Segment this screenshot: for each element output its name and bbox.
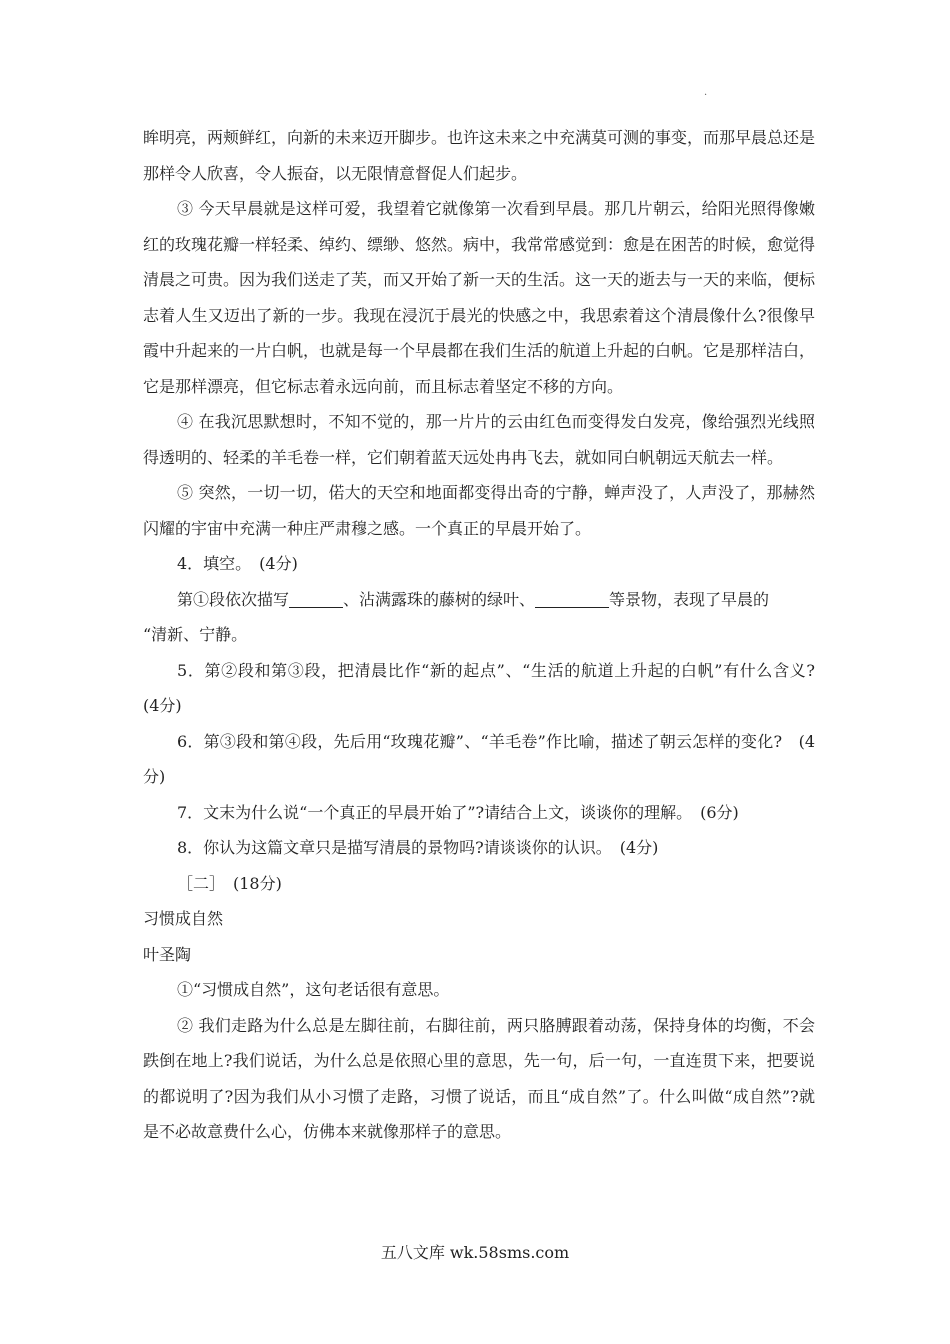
question-4-text-a: 第①段依次描写: [177, 589, 290, 609]
question-4-text-c: 等景物，表现了早晨的: [609, 589, 770, 609]
question-7: 7．文末为什么说“一个真正的早晨开始了”?请结合上文，谈谈你的理解。 (6分): [177, 802, 739, 822]
question-5: 5．第②段和第③段，把清晨比作“新的起点”、“生活的航道上升起的白帆”有什么含义? (4分): [143, 660, 832, 715]
page-content: [143, 120, 832, 1150]
paragraph-5: ⑤ 突然，一切一切，偌大的天空和地面都变得出奇的宁静，蝉声没了，人声没了，那赫然闪耀的宇宙中充满一种庄严肃穆之感。一个真正的早晨开始了。: [143, 483, 815, 538]
section-2-heading: ［二］ (18分): [177, 873, 282, 893]
question-4-title: 4．填空。 (4分): [177, 554, 298, 573]
paragraph-3: ③ 今天早晨就是这样可爱，我望着它就像第一次看到早晨。那几片朝云，给阳光照得像嫩红的玫瑰花瓣一样轻柔、绰约、缥缈、悠然。病中，我常常感觉到：愈是在困苦的时候，愈觉得清晨之可贵。因为我们送走了芙，而又开始了新一天的生活。这一天的逝去与一天的来临，便标志着人生又迈出了新的一步。我现在浸沉于晨光的快感之中，我思索着这个清晨像什么?很像早霞中升起来的一片白帆，也就是每一个早晨都在我们生活的航道上升起的白帆。它是那样洁白，它是那样漂亮，但它标志着永远向前，而且标志着坚定不移的方向。: [143, 199, 816, 396]
article-paragraph-1: ①“习惯成自然”，这句老话很有意思。: [177, 980, 450, 999]
question-4-continued: “清新、宁静。: [143, 625, 248, 644]
article-title: 习惯成自然: [143, 909, 224, 928]
article-author: 叶圣陶: [143, 944, 192, 964]
question-4-text-b: 、沾满露珠的藤树的绿叶、: [343, 589, 536, 609]
question-6: 6．第③段和第④段，先后用“玫瑰花瓣”、“羊毛卷”作比喻，描述了朝云怎样的变化? (4分): [143, 731, 815, 786]
fill-blank-2[interactable]: [535, 591, 609, 608]
fill-blank-1[interactable]: [289, 591, 343, 608]
question-4-body: [143, 582, 815, 618]
question-8: 8．你认为这篇文章只是描写清晨的景物吗?请谈谈你的认识。 (4分): [177, 838, 659, 857]
paragraph-continued: 眸明亮，两颊鲜红，向新的未来迈开脚步。也许这未来之中充满莫可测的事变，而那早晨总还是那样令人欣喜，令人振奋，以无限情意督促人们起步。: [143, 128, 816, 183]
footer-watermark: 五八文库 wk.58sms.com: [380, 1243, 570, 1262]
article-paragraph-2: ② 我们走路为什么总是左脚往前，右脚往前，两只胳膊跟着动荡，保持身体的均衡，不会跌倒在地上?我们说话，为什么总是依照心里的意思，先一句，后一句，一直连贯下来，把要说的都说明了?因为我们从小习惯了走路，习惯了说话，而且“成自然”了。什么叫做“成自然”?就是不必故意费什么心，仿佛本来就像那样子的意思。: [143, 1015, 815, 1141]
top-mark: ·: [704, 90, 708, 101]
paragraph-4: ④ 在我沉思默想时，不知不觉的，那一片片的云由红色而变得发白发亮，像给强烈光线照得透明的、轻柔的羊毛卷一样，它们朝着蓝天远处冉冉飞去，就如同白帆朝远天航去一样。: [143, 412, 815, 467]
